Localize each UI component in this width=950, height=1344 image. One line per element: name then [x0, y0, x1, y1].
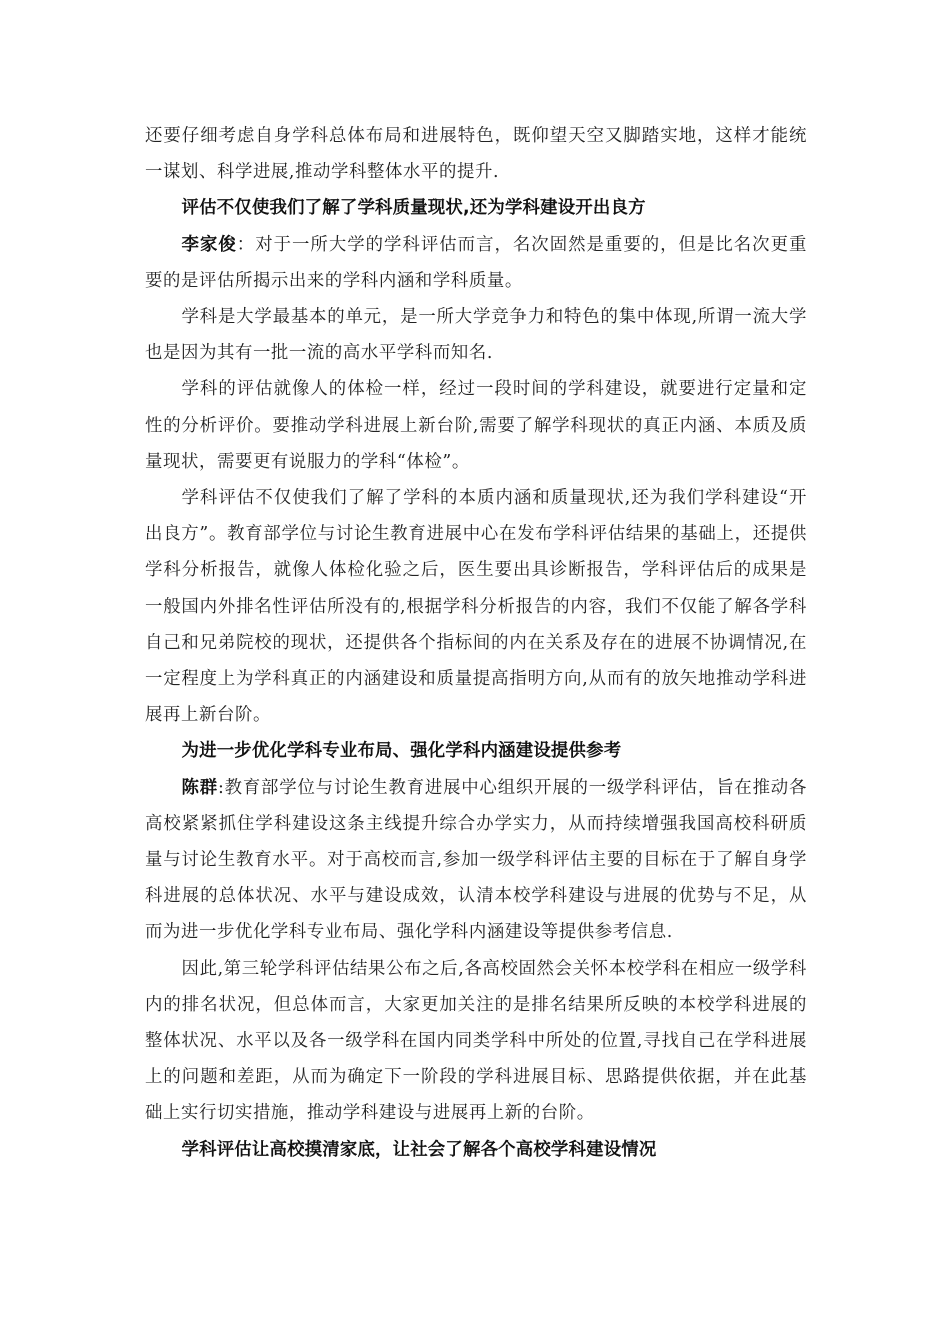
body-paragraph: 因此,第三轮学科评估结果公布之后,各高校固然会关怀本校学科在相应一级学科内的排名状况，但总体而言，大家更加关注的是排名结果所反映的本校学科进展的整体状况、水平以及各一级学科在国内同类学科中所处的位置,寻找自己在学科进展上的问题和差距，从而为确定下一阶段的学科进展目标、思路提供依据，并在此基础上实行切实措施，推动学科建设与进展再上新的台阶。 [145, 958, 807, 1124]
body-paragraph: 学科的评估就像人的体检一样，经过一段时间的学科建设，就要进行定量和定性的分析评价。要推动学科进展上新台阶,需要了解学科现状的真正内涵、本质及质量现状，需要更有说服力的学科“体检”。 [145, 379, 807, 472]
speaker-name: 李家俊 [181, 234, 237, 255]
speaker-separator: : [217, 777, 225, 798]
speech-paragraph [145, 770, 807, 951]
body-paragraph: 学科是大学最基本的单元，是一所大学竞争力和特色的集中体现,所谓一流大学也是因为其有一批一流的高水平学科而知名. [145, 307, 807, 364]
speaker-name: 陈群 [181, 777, 218, 798]
speaker-separator: ： [236, 234, 256, 255]
speech-text: 教育部学位与讨论生教育进展中心组织开展的一级学科评估，旨在推动各高校紧紧抓住学科建设这条主线提升综合办学实力，从而持续增强我国高校科研质量与讨论生教育水平。对于高校而言,参加一级学科评估主要的目标在于了解自身学科进展的总体状况、水平与建设成效，认清本校学科建设与进展的优势与不足，从而为进一步优化学科专业布局、强化学科内涵建设等提供参考信息. [145, 777, 808, 943]
body-paragraph: 还要仔细考虑自身学科总体布局和进展特色，既仰望天空又脚踏实地，这样才能统一谋划、科学进展,推动学科整体水平的提升. [145, 126, 807, 183]
document-page [145, 118, 807, 1168]
section-heading: 为进一步优化学科专业布局、强化学科内涵建设提供参考 [181, 741, 622, 762]
speech-text: 对于一所大学的学科评估而言，名次固然是重要的，但是比名次更重要的是评估所揭示出来的学科内涵和学科质量。 [145, 234, 807, 291]
speech-paragraph [145, 227, 807, 299]
section-heading: 评估不仅使我们了解了学科质量现状,还为学科建设开出良方 [181, 198, 646, 219]
section-heading: 学科评估让高校摸清家底，让社会了解各个高校学科建设情况 [181, 1139, 657, 1160]
body-paragraph: 学科评估不仅使我们了解了学科的本质内涵和质量现状,还为我们学科建设“开出良方”。教育部学位与讨论生教育进展中心在发布学科评估结果的基础上，还提供学科分析报告，就像人体检化验之后，医生要出具诊断报告，学科评估后的成果是一般国内外排名性评估所没有的,根据学科分析报告的内容，我们不仅能了解各学科自己和兄弟院校的现状，还提供各个指标间的内在关系及存在的进展不协调情况,在一定程度上为学科真正的内涵建设和质量提高指明方向,从而有的放矢地推动学科进展再上新台阶。 [145, 488, 807, 726]
